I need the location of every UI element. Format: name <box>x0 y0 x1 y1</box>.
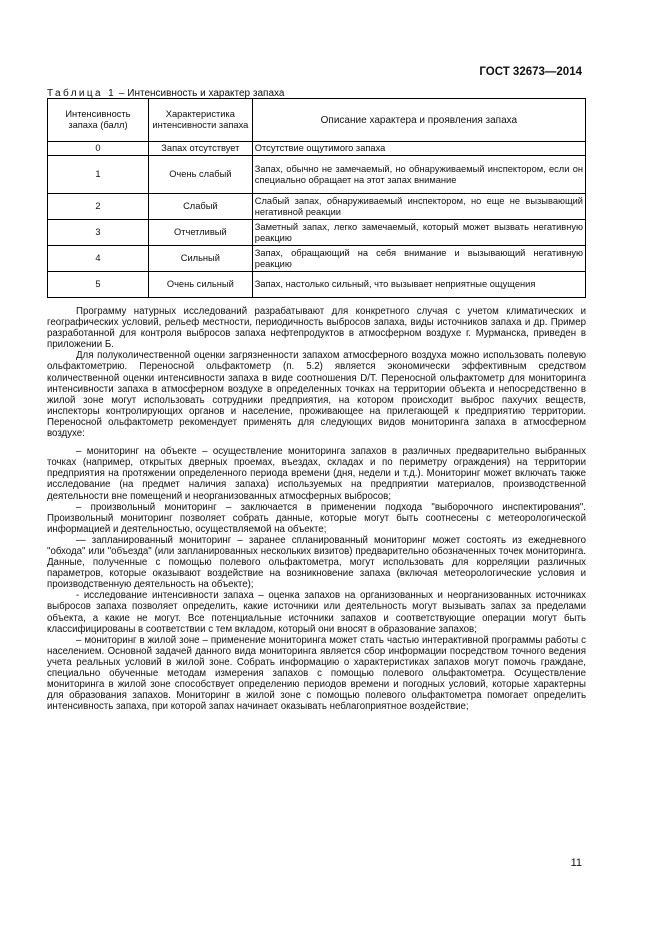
header-intensity: Интенсивность запаха (балл) <box>48 99 149 142</box>
paragraph: - исследование интенсивности запаха – оценка запахов на организованных и неорганизованных источниках выбросов запаха позволяет определить, какие источники или деятельность могут вызывать запах за пределами объекта, а какие не могут. Все потенциальные источники запахов и соответствующие операции могут быть классифицированы в соответствии с тем вкладом, который они вносят в образование запахов; <box>47 590 586 635</box>
table-row <box>48 142 586 156</box>
paragraph: Для полуколичественной оценки загрязненности запахом атмосферного воздуха можно использовать полевую ольфактометрию. Переносной ольфактометр (п. 5.2) является экономически эффективным средством количественной оценки интенсивности запаха в виде соотношения D/T. Переносной ольфактометр для мониторинга интенсивности запаха в атмосферном воздухе в определенных точках на территории объекта и непосредственно в жилой зоне могут использовать сотрудники предприятия, на котором происходит выброс пахучих веществ, инспекторы контролирующих органов и население, проживающее на прилегающей к предприятию территории. Переносной ольфактометр рекомендует применять для следующих видов мониторинга запаха в атмосферном воздухе: <box>47 350 586 440</box>
table-row <box>48 220 586 246</box>
table-row <box>48 194 586 220</box>
cell-description: Слабый запах, обнаруживаемый инспектором, но еще не вызывающий негативной реакции <box>252 194 585 220</box>
cell-description: Отсутствие ощутимого запаха <box>252 142 585 156</box>
body-text <box>47 306 586 712</box>
cell-score: 5 <box>48 272 149 298</box>
cell-score: 4 <box>48 246 149 272</box>
table-row <box>48 272 586 298</box>
paragraph: – произвольный мониторинг – заключается в применении подхода "выборочного инспектирования". Произвольный мониторинг позволяет собрать данные, которые могут быть соотнесены с метеорологической информацией и деятельностью, осуществляемой на объекте; <box>47 501 586 535</box>
cell-level: Очень слабый <box>148 156 252 194</box>
header-characteristic: Характеристика интенсивности запаха <box>148 99 252 142</box>
cell-description: Запах, обычно не замечаемый, но обнаруживаемый инспектором, если он специально обращает на этот запах внимание <box>252 156 585 194</box>
cell-level: Слабый <box>148 194 252 220</box>
paragraph: – мониторинг на объекте – осуществление мониторинга запахов в различных предварительно выбранных точках (например, открытых дверных проемах, въездах, складах и по периметру ограждения) на территории предприятия на протяжении определенного периода времени (дня, недели и т.д.). Мониторинг может включать также исследование (на предмет наличия запаха) используемых на предприятии материалов, производственной деятельности вне помещений и неорганизованных атмосферных выбросов; <box>47 446 586 502</box>
paragraph: – мониторинг в жилой зоне – применение мониторинга может стать частью интерактивной программы работы с населением. Основной задачей данного вида мониторинга является сбор информации посредством точного ведения учета реальных условий в жилой зоне. Собрать информацию о характеристиках запахов могут помочь граждане, специально обученные методам измерения запахов с помощью полевого ольфактометра. Осуществление мониторинга в жилой зоне способствует определению периодов времени и погодных условий, которые характерны для образования запахов. Мониторинг в жилой зоне с помощью полевого ольфактометра помогает определить интенсивность запаха, при которой запах начинает оказывать неблагоприятное воздействие; <box>47 634 586 713</box>
cell-level: Очень сильный <box>148 272 252 298</box>
document-code: ГОСТ 32673—2014 <box>479 66 582 78</box>
cell-score: 2 <box>48 194 149 220</box>
cell-score: 3 <box>48 220 149 246</box>
paragraph: — запланированный мониторинг – заранее спланированный мониторинг может состоять из ежедневного "обхода" или "объезда" (или запланированных нескольких визитов) предварительно обозначенных точек мониторинга. Данные, полученные с помощью полевого ольфактометра, могут использовать для корреляции различных параметров, которые оказывают воздействие на возникновение запаха (включая метеорологические условия и производственную деятельность на объекте); <box>47 534 586 591</box>
paragraph: Программу натурных исследований разрабатывают для конкретного случая с учетом климатических и географических условий, рельеф местности, периодичность выбросов запаха, виды источников запаха и др. Пример разработанной для контроля выбросов запаха нефтепродуктов в атмосферном воздухе г. Мурманска, приведен в приложении Б. <box>47 306 586 351</box>
cell-level: Отчетливый <box>148 220 252 246</box>
table-row <box>48 246 586 272</box>
page-number: 11 <box>570 857 582 869</box>
cell-description: Заметный запах, легко замечаемый, который может вызвать негативную реакцию <box>252 220 585 246</box>
cell-level: Запах отсутствует <box>148 142 252 156</box>
table-caption-label: Таблица 1 <box>47 88 117 99</box>
header-description: Описание характера и проявления запаха <box>252 99 585 142</box>
table-header-row <box>48 99 586 142</box>
cell-description: Запах, обращающий на себя внимание и вызывающий негативную реакцию <box>252 246 585 272</box>
cell-score: 1 <box>48 156 149 194</box>
cell-description: Запах, настолько сильный, что вызывает неприятные ощущения <box>252 272 585 298</box>
cell-level: Сильный <box>148 246 252 272</box>
table-caption-title: – Интенсивность и характер запаха <box>116 88 285 99</box>
table-row <box>48 156 586 194</box>
cell-score: 0 <box>48 142 149 156</box>
odor-intensity-table <box>47 98 586 298</box>
